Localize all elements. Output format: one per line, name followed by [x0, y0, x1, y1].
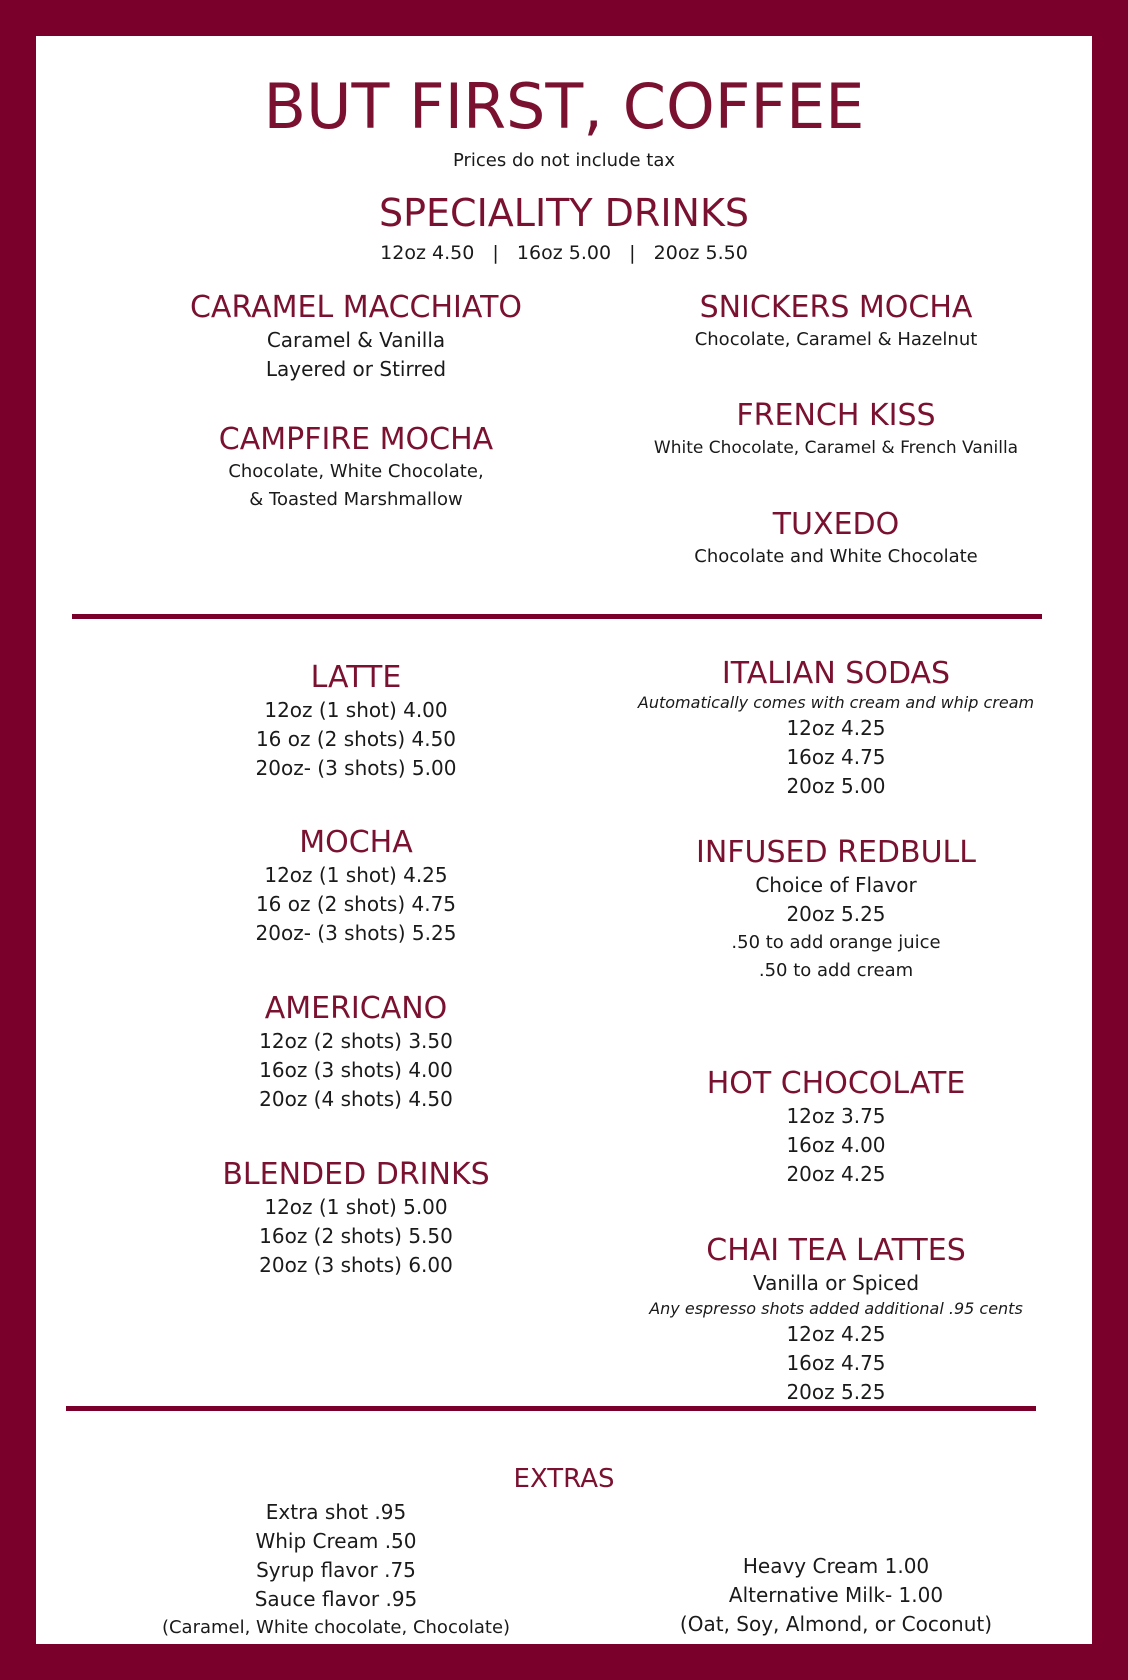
item-line: 20oz 5.00 [786, 774, 886, 798]
item-line: 20oz- (3 shots) 5.00 [255, 756, 457, 780]
menu-item-hot-chocolate [586, 1066, 1086, 1189]
item-line: Layered or Stirred [265, 357, 447, 381]
item-line: & Toasted Marshmallow [249, 489, 463, 510]
speciality-snickers-mocha [586, 290, 1086, 354]
item-line: White Chocolate, Caramel & French Vanilla [653, 438, 1019, 458]
item-name: BLENDED DRINKS [222, 1157, 490, 1192]
extra-item: Syrup flavor .75 [256, 1558, 416, 1582]
item-line: 16 oz (2 shots) 4.50 [255, 727, 457, 751]
item-subtitle: Vanilla or Spiced [752, 1271, 920, 1295]
item-line: 12oz (1 shot) 5.00 [264, 1195, 448, 1219]
extras-right [586, 1552, 1086, 1639]
item-line: 16oz 4.75 [786, 1351, 886, 1375]
extra-item: Sauce flavor .95 [254, 1587, 418, 1611]
item-note: Any espresso shots added additional .95 cents [649, 1299, 1023, 1318]
item-line: 12oz 3.75 [786, 1104, 886, 1128]
item-name: HOT CHOCOLATE [706, 1066, 966, 1101]
item-name: TUXEDO [772, 507, 900, 542]
item-name: LATTE [310, 660, 402, 695]
item-line: Caramel & Vanilla [266, 328, 446, 352]
extra-item: (Oat, Soy, Almond, or Coconut) [679, 1612, 993, 1636]
speciality-french-kiss [586, 398, 1086, 462]
section-divider [66, 1406, 1036, 1411]
extra-item: Alternative Milk- 1.00 [728, 1583, 944, 1607]
item-line: Choice of Flavor [755, 873, 917, 897]
item-line: 20oz 5.25 [786, 1380, 886, 1404]
item-line: 16oz 4.00 [786, 1133, 886, 1157]
item-line: 16 oz (2 shots) 4.75 [255, 892, 457, 916]
menu-item-latte [106, 660, 606, 783]
item-line: 20oz 5.25 [786, 902, 886, 926]
extra-item: Heavy Cream 1.00 [742, 1554, 930, 1578]
item-name: FRENCH KISS [736, 398, 936, 433]
item-name: AMERICANO [264, 991, 448, 1026]
item-name: CHAI TEA LATTES [706, 1233, 966, 1268]
speciality-title: SPECIALITY DRINKS [379, 191, 749, 235]
item-line: 16oz 4.75 [786, 745, 886, 769]
item-line: 20oz (3 shots) 6.00 [259, 1253, 453, 1277]
speciality-caramel-macchiato [106, 290, 606, 384]
item-line: Chocolate and White Chocolate [694, 546, 978, 567]
item-line: 20oz (4 shots) 4.50 [259, 1087, 453, 1111]
extra-item: Extra shot .95 [265, 1500, 407, 1524]
item-line: 12oz (2 shots) 3.50 [259, 1029, 453, 1053]
menu-item-chai-tea-lattes [586, 1233, 1086, 1407]
menu-item-americano [106, 991, 606, 1114]
extra-note: (Caramel, White chocolate, Chocolate) [161, 1617, 511, 1638]
item-name: INFUSED REDBULL [695, 835, 976, 870]
item-line: Chocolate, White Chocolate, [228, 461, 484, 482]
extra-item: Whip Cream .50 [255, 1529, 417, 1553]
item-addon: .50 to add orange juice [731, 932, 941, 953]
extras-title: EXTRAS [513, 1464, 615, 1494]
speciality-prices: 12oz 4.50 | 16oz 5.00 | 20oz 5.50 [380, 242, 748, 264]
menu-title: BUT FIRST, COFFEE [263, 70, 865, 143]
item-name: ITALIAN SODAS [721, 656, 951, 691]
item-line: 12oz 4.25 [786, 1322, 886, 1346]
item-line: 16oz (3 shots) 4.00 [259, 1058, 453, 1082]
speciality-campfire-mocha [106, 422, 606, 514]
item-note: Automatically comes with cream and whip cream [637, 693, 1035, 712]
menu-item-mocha [106, 825, 606, 948]
item-line: 16oz (2 shots) 5.50 [259, 1224, 453, 1248]
menu-page [36, 36, 1092, 1644]
extras-left [106, 1498, 566, 1642]
speciality-tuxedo [586, 507, 1086, 571]
item-line: 20oz 4.25 [786, 1162, 886, 1186]
section-divider [72, 614, 1042, 619]
item-line: 20oz- (3 shots) 5.25 [255, 921, 457, 945]
item-line: Chocolate, Caramel & Hazelnut [694, 329, 978, 350]
menu-item-italian-sodas [586, 656, 1086, 801]
item-line: 12oz 4.25 [786, 716, 886, 740]
item-addon: .50 to add cream [758, 960, 914, 981]
menu-item-blended-drinks [106, 1157, 606, 1280]
item-name: CAMPFIRE MOCHA [218, 422, 494, 457]
tax-note: Prices do not include tax [452, 150, 676, 171]
item-line: 12oz (1 shot) 4.00 [264, 698, 448, 722]
item-line: 12oz (1 shot) 4.25 [264, 863, 448, 887]
item-name: CARAMEL MACCHIATO [189, 290, 523, 325]
menu-item-infused-redbull [586, 835, 1086, 985]
item-name: SNICKERS MOCHA [699, 290, 973, 325]
item-name: MOCHA [299, 825, 413, 860]
